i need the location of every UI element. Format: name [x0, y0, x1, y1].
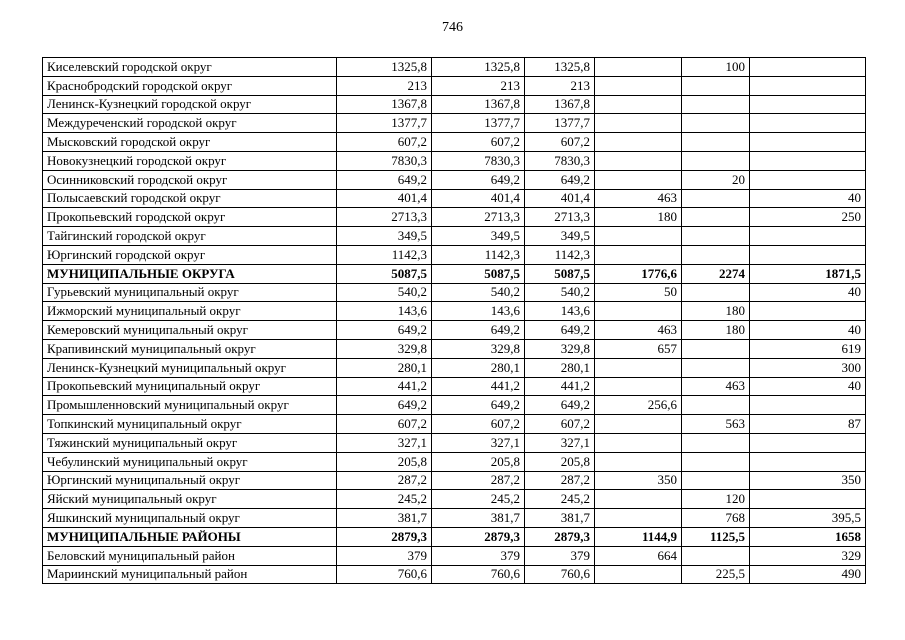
- value-cell: 1658: [750, 527, 866, 546]
- table-row: [43, 490, 866, 509]
- value-cell: [750, 58, 866, 77]
- value-cell: 87: [750, 415, 866, 434]
- value-cell: [595, 170, 682, 189]
- value-cell: 20: [682, 170, 750, 189]
- value-cell: [682, 452, 750, 471]
- value-cell: [682, 208, 750, 227]
- value-cell: 205,8: [337, 452, 432, 471]
- value-cell: 327,1: [525, 433, 595, 452]
- value-cell: [682, 227, 750, 246]
- value-cell: 1367,8: [337, 95, 432, 114]
- value-cell: 7830,3: [525, 151, 595, 170]
- value-cell: [750, 245, 866, 264]
- value-cell: 1377,7: [432, 114, 525, 133]
- value-cell: 649,2: [525, 396, 595, 415]
- value-cell: 225,5: [682, 565, 750, 584]
- value-cell: 287,2: [337, 471, 432, 490]
- municipality-name-cell: Гурьевский муниципальный округ: [43, 283, 337, 302]
- value-cell: 287,2: [525, 471, 595, 490]
- municipality-name-cell: Мариинский муниципальный район: [43, 565, 337, 584]
- table-row: [43, 114, 866, 133]
- value-cell: [750, 227, 866, 246]
- value-cell: [682, 546, 750, 565]
- value-cell: [682, 339, 750, 358]
- value-cell: 350: [595, 471, 682, 490]
- value-cell: 245,2: [337, 490, 432, 509]
- value-cell: 7830,3: [337, 151, 432, 170]
- table-row: [43, 546, 866, 565]
- value-cell: [595, 227, 682, 246]
- value-cell: 649,2: [525, 170, 595, 189]
- value-cell: [595, 302, 682, 321]
- municipality-name-cell: Топкинский муниципальный округ: [43, 415, 337, 434]
- value-cell: 607,2: [337, 415, 432, 434]
- table-row: [43, 509, 866, 528]
- value-cell: 250: [750, 208, 866, 227]
- value-cell: [750, 76, 866, 95]
- table-row: [43, 339, 866, 358]
- table-row: [43, 302, 866, 321]
- value-cell: 760,6: [337, 565, 432, 584]
- value-cell: 2713,3: [337, 208, 432, 227]
- value-cell: [595, 58, 682, 77]
- value-cell: 40: [750, 189, 866, 208]
- value-cell: 1325,8: [432, 58, 525, 77]
- value-cell: 657: [595, 339, 682, 358]
- value-cell: [595, 95, 682, 114]
- value-cell: [595, 76, 682, 95]
- value-cell: 540,2: [525, 283, 595, 302]
- value-cell: 379: [337, 546, 432, 565]
- table-row: [43, 76, 866, 95]
- value-cell: [682, 133, 750, 152]
- value-cell: [750, 302, 866, 321]
- value-cell: [595, 452, 682, 471]
- value-cell: 649,2: [337, 321, 432, 340]
- value-cell: [595, 565, 682, 584]
- value-cell: 607,2: [337, 133, 432, 152]
- municipality-name-cell: Прокопьевский городской округ: [43, 208, 337, 227]
- value-cell: 1871,5: [750, 264, 866, 283]
- value-cell: 649,2: [432, 396, 525, 415]
- table-row: [43, 565, 866, 584]
- value-cell: 205,8: [525, 452, 595, 471]
- table-row: [43, 452, 866, 471]
- value-cell: 349,5: [525, 227, 595, 246]
- table-row: [43, 283, 866, 302]
- value-cell: 120: [682, 490, 750, 509]
- table-row: [43, 396, 866, 415]
- value-cell: 2713,3: [525, 208, 595, 227]
- municipality-name-cell: Крапивинский муниципальный округ: [43, 339, 337, 358]
- value-cell: 1142,3: [525, 245, 595, 264]
- table-row: [43, 133, 866, 152]
- value-cell: 329,8: [525, 339, 595, 358]
- page-number: 746: [442, 20, 463, 35]
- municipality-name-cell: Промышленновский муниципальный округ: [43, 396, 337, 415]
- table-row: [43, 189, 866, 208]
- value-cell: 205,8: [432, 452, 525, 471]
- value-cell: [682, 76, 750, 95]
- value-cell: 463: [682, 377, 750, 396]
- value-cell: 50: [595, 283, 682, 302]
- value-cell: 607,2: [525, 415, 595, 434]
- value-cell: 329,8: [337, 339, 432, 358]
- value-cell: 280,1: [432, 358, 525, 377]
- value-cell: 245,2: [432, 490, 525, 509]
- municipality-name-cell: Краснобродский городской округ: [43, 76, 337, 95]
- municipality-name-cell: Яшкинский муниципальный округ: [43, 509, 337, 528]
- value-cell: 441,2: [337, 377, 432, 396]
- value-cell: 2879,3: [337, 527, 432, 546]
- table-row: [43, 95, 866, 114]
- municipality-name-cell: МУНИЦИПАЛЬНЫЕ ОКРУГА: [43, 264, 337, 283]
- value-cell: 180: [682, 302, 750, 321]
- table-row: [43, 358, 866, 377]
- table-row: [43, 264, 866, 283]
- value-cell: 607,2: [432, 415, 525, 434]
- value-cell: 329: [750, 546, 866, 565]
- value-cell: 280,1: [337, 358, 432, 377]
- value-cell: 40: [750, 283, 866, 302]
- value-cell: 490: [750, 565, 866, 584]
- value-cell: 649,2: [432, 170, 525, 189]
- municipality-name-cell: Кемеровский муниципальный округ: [43, 321, 337, 340]
- municipality-name-cell: Чебулинский муниципальный округ: [43, 452, 337, 471]
- value-cell: 300: [750, 358, 866, 377]
- value-cell: 1142,3: [432, 245, 525, 264]
- value-cell: 213: [337, 76, 432, 95]
- value-cell: 463: [595, 189, 682, 208]
- table-row: [43, 170, 866, 189]
- value-cell: 441,2: [432, 377, 525, 396]
- value-cell: [595, 415, 682, 434]
- value-cell: 1776,6: [595, 264, 682, 283]
- table-row: [43, 245, 866, 264]
- municipality-name-cell: Прокопьевский муниципальный округ: [43, 377, 337, 396]
- value-cell: 1377,7: [525, 114, 595, 133]
- value-cell: 760,6: [525, 565, 595, 584]
- value-cell: [750, 151, 866, 170]
- value-cell: 1142,3: [337, 245, 432, 264]
- value-cell: 2879,3: [525, 527, 595, 546]
- value-cell: 540,2: [337, 283, 432, 302]
- value-cell: [595, 433, 682, 452]
- value-cell: 379: [525, 546, 595, 565]
- table-row: [43, 321, 866, 340]
- table-row: [43, 433, 866, 452]
- municipality-name-cell: Киселевский городской округ: [43, 58, 337, 77]
- value-cell: 1144,9: [595, 527, 682, 546]
- value-cell: 213: [525, 76, 595, 95]
- value-cell: [750, 133, 866, 152]
- value-cell: 619: [750, 339, 866, 358]
- value-cell: [682, 95, 750, 114]
- value-cell: 760,6: [432, 565, 525, 584]
- value-cell: 1325,8: [525, 58, 595, 77]
- municipality-name-cell: Тайгинский городской округ: [43, 227, 337, 246]
- value-cell: 256,6: [595, 396, 682, 415]
- value-cell: 664: [595, 546, 682, 565]
- municipality-name-cell: Осинниковский городской округ: [43, 170, 337, 189]
- value-cell: [750, 170, 866, 189]
- value-cell: [595, 377, 682, 396]
- table-row: [43, 415, 866, 434]
- value-cell: 280,1: [525, 358, 595, 377]
- value-cell: 1377,7: [337, 114, 432, 133]
- value-cell: 143,6: [337, 302, 432, 321]
- value-cell: 649,2: [337, 170, 432, 189]
- value-cell: 350: [750, 471, 866, 490]
- value-cell: [595, 490, 682, 509]
- municipality-name-cell: Новокузнецкий городской округ: [43, 151, 337, 170]
- value-cell: 441,2: [525, 377, 595, 396]
- value-cell: 180: [595, 208, 682, 227]
- value-cell: [595, 358, 682, 377]
- municipality-name-cell: Яйский муниципальный округ: [43, 490, 337, 509]
- value-cell: 768: [682, 509, 750, 528]
- value-cell: 349,5: [337, 227, 432, 246]
- municipality-name-cell: Ижморский муниципальный округ: [43, 302, 337, 321]
- value-cell: 607,2: [432, 133, 525, 152]
- value-cell: 401,4: [337, 189, 432, 208]
- municipality-name-cell: Полысаевский городской округ: [43, 189, 337, 208]
- value-cell: [682, 189, 750, 208]
- value-cell: [682, 396, 750, 415]
- value-cell: [595, 151, 682, 170]
- value-cell: 401,4: [432, 189, 525, 208]
- value-cell: [750, 95, 866, 114]
- table-row: [43, 471, 866, 490]
- value-cell: 180: [682, 321, 750, 340]
- value-cell: [595, 245, 682, 264]
- municipalities-table: [42, 57, 866, 584]
- value-cell: 381,7: [432, 509, 525, 528]
- value-cell: 2713,3: [432, 208, 525, 227]
- value-cell: 607,2: [525, 133, 595, 152]
- value-cell: [682, 471, 750, 490]
- value-cell: 1125,5: [682, 527, 750, 546]
- value-cell: 381,7: [525, 509, 595, 528]
- value-cell: 329,8: [432, 339, 525, 358]
- value-cell: 143,6: [432, 302, 525, 321]
- value-cell: 40: [750, 321, 866, 340]
- value-cell: 100: [682, 58, 750, 77]
- municipality-name-cell: МУНИЦИПАЛЬНЫЕ РАЙОНЫ: [43, 527, 337, 546]
- table-row: [43, 151, 866, 170]
- value-cell: [682, 114, 750, 133]
- value-cell: 7830,3: [432, 151, 525, 170]
- value-cell: 649,2: [525, 321, 595, 340]
- value-cell: [595, 509, 682, 528]
- value-cell: 213: [432, 76, 525, 95]
- value-cell: 245,2: [525, 490, 595, 509]
- value-cell: 287,2: [432, 471, 525, 490]
- municipality-name-cell: Юргинский муниципальный округ: [43, 471, 337, 490]
- value-cell: 1367,8: [525, 95, 595, 114]
- table-row: [43, 527, 866, 546]
- value-cell: 143,6: [525, 302, 595, 321]
- value-cell: 649,2: [432, 321, 525, 340]
- value-cell: [750, 490, 866, 509]
- value-cell: 349,5: [432, 227, 525, 246]
- value-cell: [682, 151, 750, 170]
- value-cell: 40: [750, 377, 866, 396]
- table-row: [43, 377, 866, 396]
- value-cell: 2274: [682, 264, 750, 283]
- value-cell: 2879,3: [432, 527, 525, 546]
- municipality-name-cell: Беловский муниципальный район: [43, 546, 337, 565]
- value-cell: 381,7: [337, 509, 432, 528]
- municipality-name-cell: Ленинск-Кузнецкий городской округ: [43, 95, 337, 114]
- municipality-name-cell: Мысковский городской округ: [43, 133, 337, 152]
- value-cell: [682, 433, 750, 452]
- table-body: [43, 58, 866, 584]
- value-cell: [682, 283, 750, 302]
- value-cell: 563: [682, 415, 750, 434]
- value-cell: 1367,8: [432, 95, 525, 114]
- value-cell: 649,2: [337, 396, 432, 415]
- table-row: [43, 208, 866, 227]
- value-cell: 5087,5: [432, 264, 525, 283]
- table-row: [43, 58, 866, 77]
- municipality-name-cell: Тяжинский муниципальный округ: [43, 433, 337, 452]
- value-cell: 1325,8: [337, 58, 432, 77]
- value-cell: 5087,5: [337, 264, 432, 283]
- value-cell: [595, 114, 682, 133]
- value-cell: 463: [595, 321, 682, 340]
- value-cell: 401,4: [525, 189, 595, 208]
- municipality-name-cell: Ленинск-Кузнецкий муниципальный округ: [43, 358, 337, 377]
- value-cell: [682, 245, 750, 264]
- table-row: [43, 227, 866, 246]
- value-cell: [750, 452, 866, 471]
- municipality-name-cell: Юргинский городской округ: [43, 245, 337, 264]
- value-cell: 540,2: [432, 283, 525, 302]
- value-cell: 5087,5: [525, 264, 595, 283]
- municipality-name-cell: Междуреченский городской округ: [43, 114, 337, 133]
- value-cell: [750, 114, 866, 133]
- value-cell: 327,1: [432, 433, 525, 452]
- value-cell: [682, 358, 750, 377]
- value-cell: 327,1: [337, 433, 432, 452]
- value-cell: 379: [432, 546, 525, 565]
- value-cell: [750, 433, 866, 452]
- value-cell: [750, 396, 866, 415]
- value-cell: [595, 133, 682, 152]
- value-cell: 395,5: [750, 509, 866, 528]
